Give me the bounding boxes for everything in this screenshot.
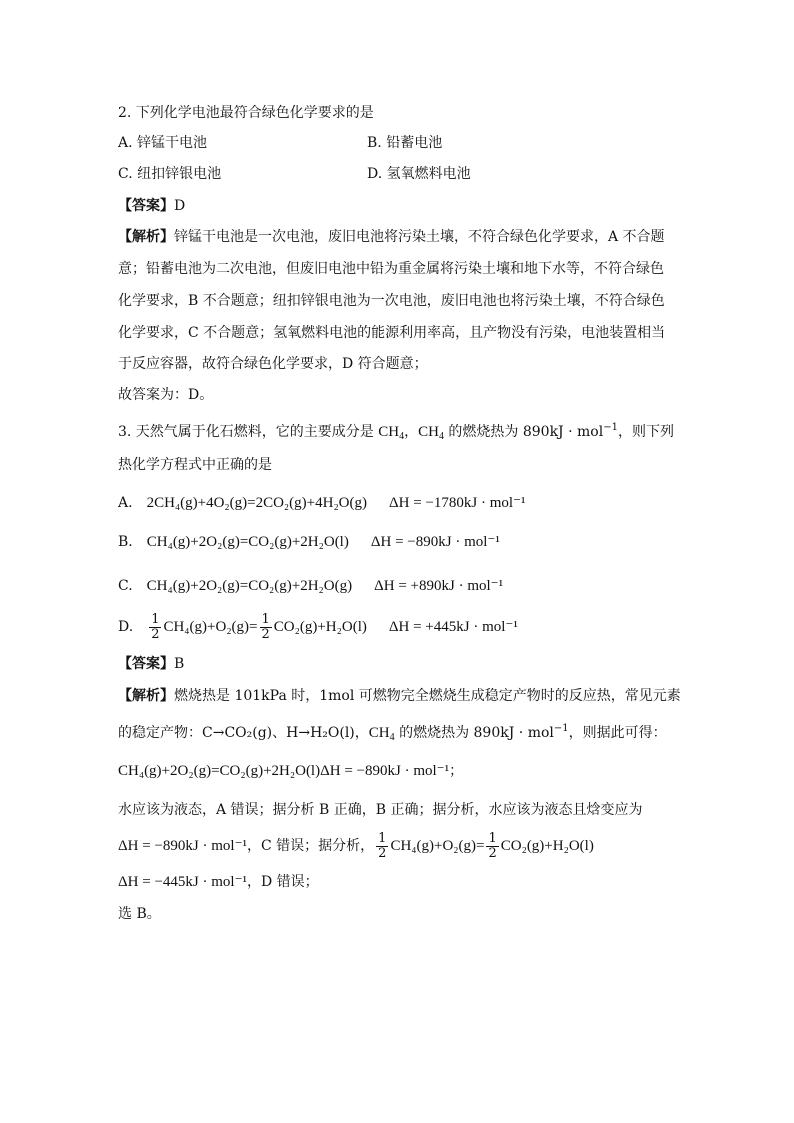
answer-tag: 【答案】 <box>118 656 174 672</box>
stem-text: 3. 天然气属于化石燃料，它的主要成分是 <box>118 424 379 440</box>
q3-analysis-line-6 <box>118 872 319 892</box>
q2-option-a: A. 锌锰干电池 <box>118 135 208 151</box>
answer-tag: 【答案】 <box>118 198 174 214</box>
q3-answer-line <box>118 654 184 674</box>
stem-text: ， <box>404 424 419 440</box>
q3-analysis-equation <box>118 761 463 781</box>
q2-analysis-line-4: 化学要求，C 不合题意；氢氧燃料电池的能源利用率高，且产物没有污染，电池装置相当 <box>118 325 666 341</box>
q3-analysis-line-1 <box>118 686 681 706</box>
equation: CH₄(g)+O₂(g)= <box>390 838 485 854</box>
q3-option-d <box>118 612 518 642</box>
enthalpy: ΔH = −445kJ · mol⁻¹ <box>118 874 247 890</box>
q2-analysis-line-2: 意；铅蓄电池为二次电池，但废旧电池中铅为重金属将污染土壤和地下水等，不符合绿色 <box>118 261 664 277</box>
equation: CH₄(g)+2O₂(g)=CO₂(g)+2H₂O(g) <box>146 578 353 594</box>
q2-conclusion: 故答案为：D。 <box>118 387 214 403</box>
enthalpy: ΔH = −890kJ · mol⁻¹ <box>370 534 500 550</box>
analysis-text: 的燃烧热为 890kJ · mol <box>394 725 554 741</box>
option-label: A. <box>118 495 133 511</box>
analysis-text: ，则据此可得： <box>568 725 667 741</box>
option-label: C. <box>118 578 133 594</box>
q3-stem-line-2: 热化学方程式中正确的是 <box>118 457 272 473</box>
punctuation: ； <box>449 763 464 779</box>
analysis-text: 锌锰干电池是一次电池，废旧电池将污染土壤，不符合绿色化学要求，A 不合题 <box>174 229 665 245</box>
q2-stem: 2. 下列化学电池最符合绿色化学要求的是 <box>118 105 374 121</box>
equation: CH₄(g)+2O₂(g)=CO₂(g)+2H₂O(l) <box>118 763 321 779</box>
analysis-text: ，C 错误；据分析， <box>246 838 375 854</box>
option-label: D. <box>118 619 134 635</box>
equation: CH₄(g)+O₂(g)= <box>163 619 258 635</box>
fraction-half: $\frac{1}{2}$ <box>488 830 497 861</box>
q3-option-a <box>118 493 525 513</box>
enthalpy: ΔH = −1780kJ · mol⁻¹ <box>389 495 526 511</box>
stem-text: ，则下列 <box>617 424 674 440</box>
enthalpy: ΔH = −890kJ · mol⁻¹ <box>118 838 247 854</box>
formula-ch4: $CH_4$ <box>368 725 395 743</box>
option-label: B. <box>118 534 133 550</box>
equation: CO₂(g)+H₂O(l) <box>500 838 594 854</box>
fraction-half: $\frac{1}{2}$ <box>378 830 387 861</box>
q2-analysis-line-3: 化学要求，B 不合题意；纽扣锌银电池为一次电池，废旧电池也将污染土壤，不符合绿色 <box>118 293 665 309</box>
q2-option-d: D. 氢氧燃料电池 <box>367 166 471 182</box>
q3-option-c <box>118 576 503 596</box>
formula-ch4: $CH_4$ <box>418 424 444 442</box>
q2-answer-line <box>118 196 185 216</box>
equation: 2CH₄(g)+4O₂(g)=2CO₂(g)+4H₂O(g) <box>146 495 367 511</box>
enthalpy: ΔH = +445kJ · mol⁻¹ <box>388 619 518 635</box>
q2-option-c: C. 纽扣锌银电池 <box>118 166 222 182</box>
analysis-text: ，D 错误； <box>246 874 319 890</box>
q3-conclusion: 选 B。 <box>118 906 161 922</box>
q2-analysis-line-5: 于反应容器，故符合绿色化学要求，D 符合题意； <box>118 356 428 372</box>
formula-ch4: $CH_4$ <box>378 424 405 442</box>
q3-analysis-line-4: 水应该为液态，A 错误；据分析 B 正确，B 正确；据分析，水应该为液态且焓变应为 <box>118 802 643 818</box>
fraction-half: $\frac{1}{2}$ <box>151 611 160 642</box>
q3-answer: B <box>174 656 185 672</box>
q3-option-b <box>118 532 500 552</box>
q3-analysis-line-2 <box>118 723 667 743</box>
fraction-half: $\frac{1}{2}$ <box>261 611 270 642</box>
q3-analysis-line-5 <box>118 831 594 861</box>
equation: CO₂(g)+H₂O(l) <box>273 619 367 635</box>
equation: CH₄(g)+2O₂(g)=CO₂(g)+2H₂O(l) <box>146 534 349 550</box>
stem-text: 的燃烧热为 890kJ · mol <box>443 424 604 440</box>
enthalpy: ΔH = +890kJ · mol⁻¹ <box>374 578 504 594</box>
enthalpy: ΔH = −890kJ · mol⁻¹ <box>320 763 450 779</box>
analysis-text: 的稳定产物：C→CO₂(g)、H→H₂O(l)， <box>118 725 369 741</box>
analysis-text: 燃烧热是 101kPa 时，1mol 可燃物完全燃烧生成稳定产物时的反应热，常见元素 <box>174 688 681 704</box>
superscript: −1 <box>603 422 618 433</box>
analysis-tag: 【解析】 <box>118 229 174 245</box>
analysis-tag: 【解析】 <box>118 688 174 704</box>
q2-answer: D <box>174 198 186 214</box>
q3-stem-line-1 <box>118 422 674 442</box>
q2-analysis-line-1 <box>118 227 665 247</box>
superscript: −1 <box>553 723 569 734</box>
q2-option-b: B. 铅蓄电池 <box>367 135 443 151</box>
